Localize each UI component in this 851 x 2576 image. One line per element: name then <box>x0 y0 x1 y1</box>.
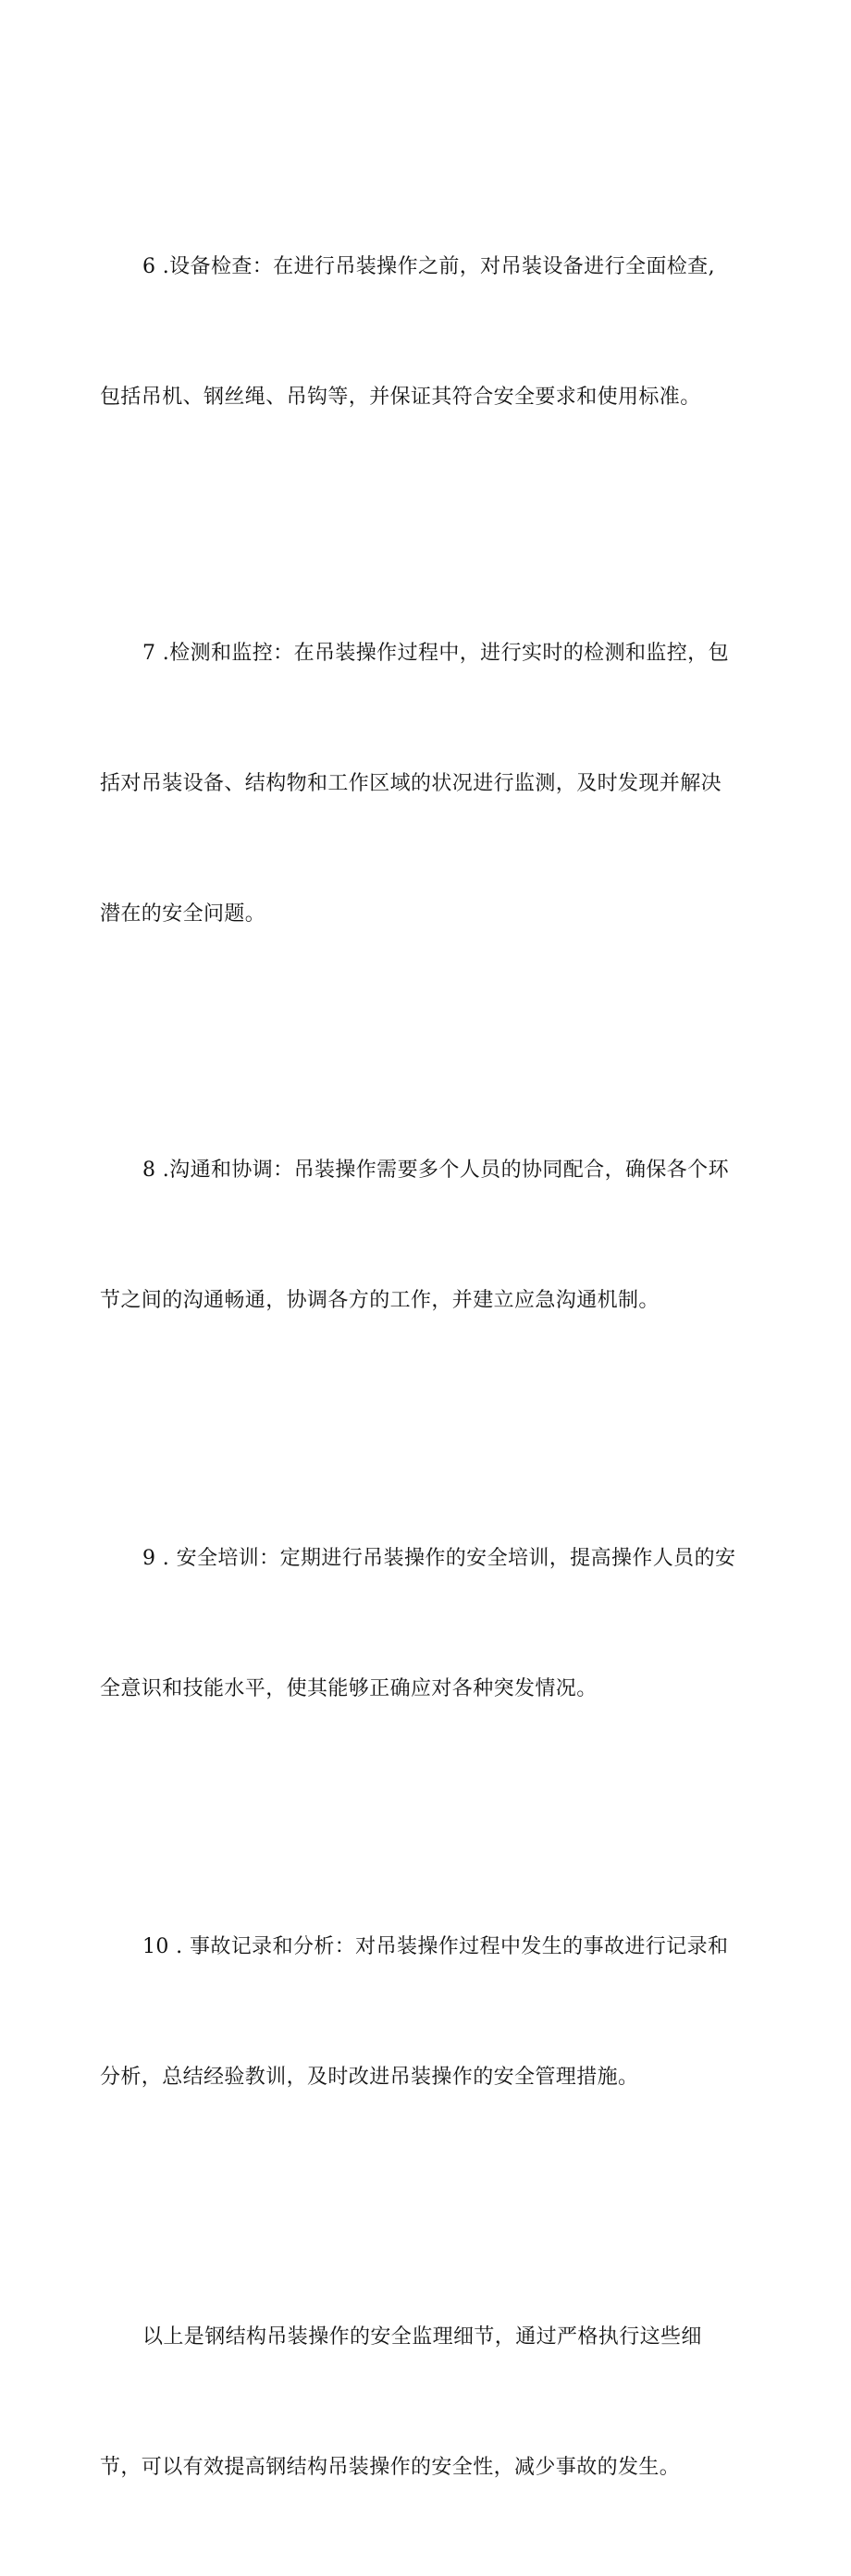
paragraph-item-8 <box>100 1061 762 1409</box>
paragraph-line: 括对吊装设备、结构物和工作区域的状况进行监测，及时发现并解决 <box>100 772 722 795</box>
paragraph-item-9 <box>100 1450 762 1797</box>
paragraph-line: 以上是钢结构吊装操作的安全监理细节，通过严格执行这些细 <box>142 2325 702 2349</box>
document-body <box>100 158 762 2576</box>
paragraph-line: 10 . 事故记录和分析：对吊装操作过程中发生的事故进行记录和 <box>142 1935 729 1958</box>
paragraph-line: 节，可以有效提高钢结构吊装操作的安全性，减少事故的发生。 <box>100 2456 681 2479</box>
paragraph-line: 8 .沟通和协调：吊装操作需要多个人员的协同配合，确保各个环 <box>142 1159 729 1182</box>
paragraph-line: 9 . 安全培训：定期进行吊装操作的安全培训，提高操作人员的安 <box>142 1547 736 1570</box>
paragraph-item-6 <box>100 158 762 506</box>
paragraph-summary <box>100 2228 762 2576</box>
paragraph-line: 节之间的沟通畅通，协调各方的工作，并建立应急沟通机制。 <box>100 1289 660 1312</box>
paragraph-line: 全意识和技能水平，使其能够正确应对各种突发情况。 <box>100 1677 598 1700</box>
paragraph-item-10 <box>100 1838 762 2186</box>
paragraph-line: 6 .设备检查：在进行吊装操作之前，对吊装设备进行全面检查, <box>142 255 715 278</box>
paragraph-line: 潜在的安全问题。 <box>100 902 266 926</box>
paragraph-line: 分析，总结经验教训，及时改进吊装操作的安全管理措施。 <box>100 2066 639 2089</box>
paragraph-item-7 <box>100 545 762 1023</box>
paragraph-line: 7 .检测和监控：在吊装操作过程中，进行实时的检测和监控，包 <box>142 642 729 665</box>
paragraph-line: 包括吊机、钢丝绳、吊钩等，并保证其符合安全要求和使用标准。 <box>100 386 701 409</box>
